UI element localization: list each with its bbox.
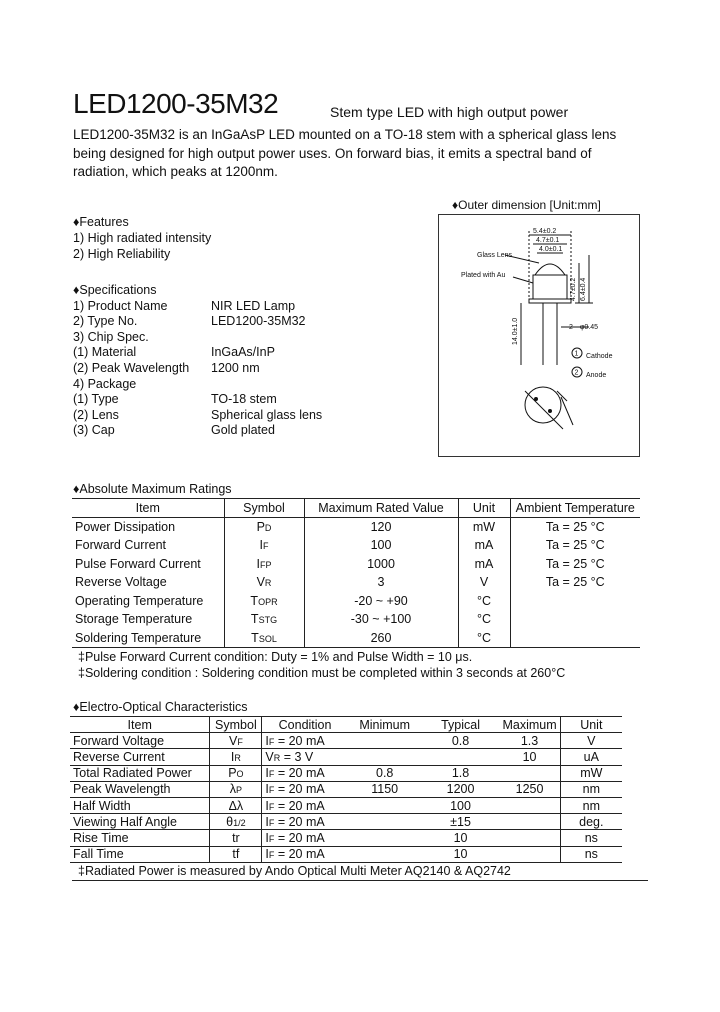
symbol-cell xyxy=(210,797,262,813)
spec-row xyxy=(73,407,323,424)
electro-optical-table xyxy=(70,716,622,863)
ambient-cell xyxy=(510,629,640,648)
symbol-cell xyxy=(210,781,262,797)
typ-cell: 1.8 xyxy=(451,766,470,781)
symbol-cell xyxy=(210,830,262,846)
spec-value: Gold plated xyxy=(211,423,275,438)
min-cell: 0.8 xyxy=(376,766,394,781)
unit-cell: V xyxy=(458,573,510,592)
spec-value: InGaAs/InP xyxy=(211,345,275,360)
max-cell xyxy=(499,846,560,862)
unit-cell: mA xyxy=(458,554,510,573)
typ-cell: 100 xyxy=(450,798,471,813)
symbol-cell xyxy=(224,610,304,629)
value-cell: 100 xyxy=(304,536,458,555)
dim-label: Plated with Au xyxy=(461,272,506,279)
symbol: T xyxy=(250,593,259,608)
item-cell: Reverse Current xyxy=(73,749,165,764)
value-cell: 3 xyxy=(304,573,458,592)
spec-value: NIR LED Lamp xyxy=(211,298,296,313)
unit-cell: mA xyxy=(458,536,510,555)
condition-subscript: F xyxy=(268,833,275,844)
column-header: Symbol xyxy=(224,499,304,518)
spec-row xyxy=(73,360,260,377)
symbol-subscript: P xyxy=(236,785,243,796)
specifications-heading: ♦Specifications xyxy=(73,283,157,297)
column-header: Unit xyxy=(458,499,510,518)
spec-row xyxy=(73,377,157,393)
symbol: V xyxy=(256,575,265,590)
typ-cell: 0.8 xyxy=(451,733,470,748)
column-header: Item xyxy=(135,500,160,515)
spec-label: 3) Chip Spec. xyxy=(73,329,149,344)
dim-label: 2 xyxy=(574,369,579,377)
symbol: T xyxy=(251,630,259,645)
unit-cell: deg. xyxy=(560,814,622,830)
symbol-cell xyxy=(224,591,304,610)
ambient-cell: Ta = 25 °C xyxy=(510,517,640,536)
outer-dimension-heading: ♦Outer dimension [Unit:mm] xyxy=(452,198,601,212)
item-cell: Fall Time xyxy=(73,847,124,862)
column-header: Condition xyxy=(262,717,348,733)
symbol-cell xyxy=(224,573,304,592)
dim-label: Glass Lens xyxy=(477,252,513,259)
condition-cell xyxy=(262,733,348,749)
typ-cell xyxy=(422,749,500,765)
condition-subscript: F xyxy=(268,801,275,812)
spec-value: TO-18 stem xyxy=(211,392,277,407)
condition-value: = 20 mA xyxy=(274,830,325,845)
symbol: T xyxy=(250,612,259,627)
symbol-subscript: R xyxy=(264,578,272,589)
symbol-subscript: SOL xyxy=(258,633,277,644)
value-cell: 1000 xyxy=(304,554,458,573)
condition-cell xyxy=(262,830,348,846)
symbol-subscript: D xyxy=(264,522,272,533)
dim-label: 4.7±0.2 xyxy=(570,277,577,301)
spec-row xyxy=(73,392,277,408)
spec-row xyxy=(73,345,275,361)
ambient-cell xyxy=(510,610,640,629)
feature-item: 2) High Reliability xyxy=(73,247,171,261)
symbol-cell xyxy=(224,554,304,573)
condition-cell xyxy=(262,846,348,862)
features-section xyxy=(73,214,211,262)
spec-label: (2) Peak Wavelength xyxy=(73,360,190,375)
min-cell xyxy=(348,846,422,862)
spec-label: 2) Type No. xyxy=(73,314,138,329)
spec-row xyxy=(73,330,157,346)
unit-cell: ns xyxy=(560,846,622,862)
typ-cell: 10 xyxy=(453,830,468,845)
symbol: Δλ xyxy=(228,798,244,813)
max-cell xyxy=(499,765,560,781)
max-cell xyxy=(499,797,560,813)
condition-symbol: V xyxy=(265,749,274,764)
symbol-subscript: O xyxy=(236,769,244,780)
spec-row xyxy=(73,314,306,330)
outer-dimension-figure xyxy=(438,214,640,457)
max-cell: 1250 xyxy=(515,782,544,797)
symbol-subscript: F xyxy=(237,736,243,747)
condition-symbol: I xyxy=(265,814,269,829)
unit-cell: uA xyxy=(560,749,622,765)
electro-optical-heading: ♦Electro-Optical Characteristics xyxy=(73,700,248,714)
item-cell: Peak Wavelength xyxy=(73,782,171,797)
condition-value: = 20 mA xyxy=(274,847,325,862)
min-cell xyxy=(348,733,422,749)
column-header: Minimum xyxy=(359,717,411,732)
condition-subscript: F xyxy=(268,785,275,796)
typ-cell: 10 xyxy=(453,847,468,862)
min-cell: 1150 xyxy=(371,782,399,797)
item-cell: Total Radiated Power xyxy=(73,766,192,781)
symbol-cell xyxy=(210,814,262,830)
condition-value: = 20 mA xyxy=(274,733,325,748)
condition-symbol: I xyxy=(265,782,269,797)
unit-cell: °C xyxy=(458,610,510,629)
table-row xyxy=(72,536,640,555)
spec-value: 1200 nm xyxy=(211,360,260,375)
symbol: P xyxy=(256,519,265,534)
item-cell: Viewing Half Angle xyxy=(73,814,178,829)
table-row xyxy=(72,610,640,629)
dim-label: Anode xyxy=(586,372,607,379)
item-cell: Operating Temperature xyxy=(75,593,204,608)
condition-value: = 20 mA xyxy=(274,814,325,829)
value-cell: -20 ~ +90 xyxy=(304,591,458,610)
symbol: I xyxy=(259,537,263,552)
symbol-subscript: R xyxy=(234,752,241,763)
dim-label: Cathode xyxy=(586,353,613,360)
min-cell xyxy=(348,814,422,830)
condition-cell xyxy=(262,797,348,813)
column-header: Symbol xyxy=(210,717,262,733)
condition-symbol: I xyxy=(265,766,269,781)
symbol: tr xyxy=(232,830,240,845)
max-cell: 10 xyxy=(522,749,537,764)
condition-symbol: I xyxy=(265,847,269,862)
symbol-cell xyxy=(224,517,304,536)
condition-value: = 20 mA xyxy=(274,798,325,813)
unit-cell: mW xyxy=(458,517,510,536)
ambient-cell xyxy=(510,591,640,610)
dim-label: 2—φ0.45 xyxy=(569,324,599,331)
symbol: V xyxy=(228,733,238,748)
symbol-subscript: STG xyxy=(258,615,278,626)
table-row xyxy=(72,517,640,536)
symbol-cell xyxy=(210,765,262,781)
unit-cell: V xyxy=(560,733,622,749)
footnote: ‡Soldering condition : Soldering condition must be completed within 3 seconds at 260°C xyxy=(78,666,566,680)
symbol: P xyxy=(228,766,237,781)
unit-cell: mW xyxy=(560,765,622,781)
symbol-cell xyxy=(210,733,262,749)
unit-cell: °C xyxy=(458,591,510,610)
symbol: θ xyxy=(226,814,234,829)
min-cell xyxy=(348,749,422,765)
symbol-subscript: OPR xyxy=(258,596,278,607)
dim-label: 14.0±1.0 xyxy=(512,317,519,345)
item-cell: Rise Time xyxy=(73,830,129,845)
ambient-cell: Ta = 25 °C xyxy=(510,573,640,592)
table-row xyxy=(70,814,622,830)
condition-cell xyxy=(262,814,348,830)
condition-cell xyxy=(262,749,348,765)
unit-cell: °C xyxy=(458,629,510,648)
ambient-cell: Ta = 25 °C xyxy=(510,536,640,555)
table-row xyxy=(70,781,622,797)
spec-row xyxy=(73,298,296,315)
table-row xyxy=(70,765,622,781)
spec-value: LED1200-35M32 xyxy=(211,314,306,329)
min-cell xyxy=(348,830,422,846)
condition-symbol: I xyxy=(265,798,269,813)
typ-cell: ±15 xyxy=(450,814,471,829)
symbol: tf xyxy=(232,847,240,862)
column-header: Maximum Rated Value xyxy=(304,499,458,518)
symbol-subscript: FP xyxy=(259,559,272,570)
column-header: Unit xyxy=(560,717,622,733)
spec-label: 1) Product Name xyxy=(73,298,168,313)
symbol: I xyxy=(256,556,260,571)
symbol: λ xyxy=(229,782,236,797)
item-cell: Forward Voltage xyxy=(73,733,165,748)
condition-subscript: R xyxy=(273,752,281,763)
absolute-max-heading: ♦Absolute Maximum Ratings xyxy=(73,482,232,496)
dim-label: 5.4±0.2 xyxy=(533,228,557,235)
table-row xyxy=(70,749,622,765)
condition-subscript: F xyxy=(268,850,275,861)
item-cell: Power Dissipation xyxy=(75,519,176,534)
max-cell xyxy=(499,830,560,846)
table-row xyxy=(70,733,622,749)
ambient-cell: Ta = 25 °C xyxy=(510,554,640,573)
max-cell: 1.3 xyxy=(520,733,539,748)
page-subtitle: Stem type LED with high output power xyxy=(330,104,569,120)
condition-symbol: I xyxy=(265,733,269,748)
condition-subscript: F xyxy=(268,736,275,747)
description: LED1200-35M32 is an InGaAsP LED mounted on a TO-18 stem with a spherical glass lens being designed for high output power uses. On forward bias, it emits a spectral band of radiation, which peaks at 1200nm. xyxy=(73,127,617,179)
item-cell: Half Width xyxy=(73,798,131,813)
spec-label: 4) Package xyxy=(73,376,137,391)
typ-cell: 1200 xyxy=(446,782,475,797)
symbol-cell xyxy=(224,536,304,555)
table-row xyxy=(70,797,622,813)
symbol-cell xyxy=(210,749,262,765)
absolute-max-table xyxy=(72,498,640,648)
spec-row xyxy=(73,423,275,439)
item-cell: Reverse Voltage xyxy=(75,575,167,590)
item-cell: Soldering Temperature xyxy=(75,630,202,645)
column-header: Maximum xyxy=(502,717,557,732)
symbol: I xyxy=(230,749,235,764)
symbol-cell xyxy=(210,846,262,862)
spec-value: Spherical glass lens xyxy=(211,407,323,422)
condition-subscript: F xyxy=(268,769,275,780)
dim-label: 6.4±0.4 xyxy=(580,277,587,301)
symbol-subscript: 1/2 xyxy=(233,817,246,828)
table-header-row xyxy=(70,717,622,733)
specifications-section xyxy=(73,283,323,439)
condition-symbol: I xyxy=(265,830,269,845)
condition-value: = 3 V xyxy=(280,749,314,764)
value-cell: 260 xyxy=(304,629,458,648)
led-dimension-drawing-icon xyxy=(439,215,639,456)
feature-item: 1) High radiated intensity xyxy=(73,231,212,245)
column-header: Typical xyxy=(441,717,480,732)
column-header: Item xyxy=(127,717,152,732)
symbol-cell xyxy=(224,629,304,648)
dim-label: 4.7±0.1 xyxy=(536,237,560,244)
table-row xyxy=(72,591,640,610)
divider xyxy=(72,880,648,881)
unit-cell: nm xyxy=(560,781,622,797)
dim-label: 4.0±0.1 xyxy=(539,246,563,253)
table-row xyxy=(70,846,622,862)
condition-cell xyxy=(262,765,348,781)
value-cell: 120 xyxy=(304,517,458,536)
condition-subscript: F xyxy=(268,817,275,828)
item-cell: Storage Temperature xyxy=(75,612,193,627)
spec-label: (3) Cap xyxy=(73,423,115,438)
max-cell xyxy=(499,814,560,830)
table-row xyxy=(70,830,622,846)
dim-label: 1 xyxy=(574,350,579,358)
symbol-subscript: F xyxy=(262,540,269,551)
value-cell: -30 ~ +100 xyxy=(304,610,458,629)
table-row xyxy=(72,629,640,648)
features-heading: ♦Features xyxy=(73,215,129,229)
unit-cell: nm xyxy=(560,797,622,813)
item-cell: Pulse Forward Current xyxy=(75,556,201,571)
footnote: ‡Pulse Forward Current condition: Duty = 1% and Pulse Width = 10 μs. xyxy=(78,650,473,664)
condition-cell xyxy=(262,781,348,797)
spec-label: (1) Material xyxy=(73,345,137,360)
table-header-row xyxy=(72,499,640,518)
table-row xyxy=(72,554,640,573)
spec-label: (2) Lens xyxy=(73,407,119,422)
condition-value: = 20 mA xyxy=(274,782,325,797)
item-cell: Forward Current xyxy=(75,537,166,552)
spec-label: (1) Type xyxy=(73,392,119,407)
unit-cell: ns xyxy=(560,830,622,846)
condition-value: = 20 mA xyxy=(274,766,325,781)
footnote: ‡Radiated Power is measured by Ando Optical Multi Meter AQ2140 & AQ2742 xyxy=(78,864,511,878)
column-header: Ambient Temperature xyxy=(510,499,640,518)
min-cell xyxy=(348,797,422,813)
table-row xyxy=(72,573,640,592)
page-title: LED1200-35M32 xyxy=(73,88,279,119)
